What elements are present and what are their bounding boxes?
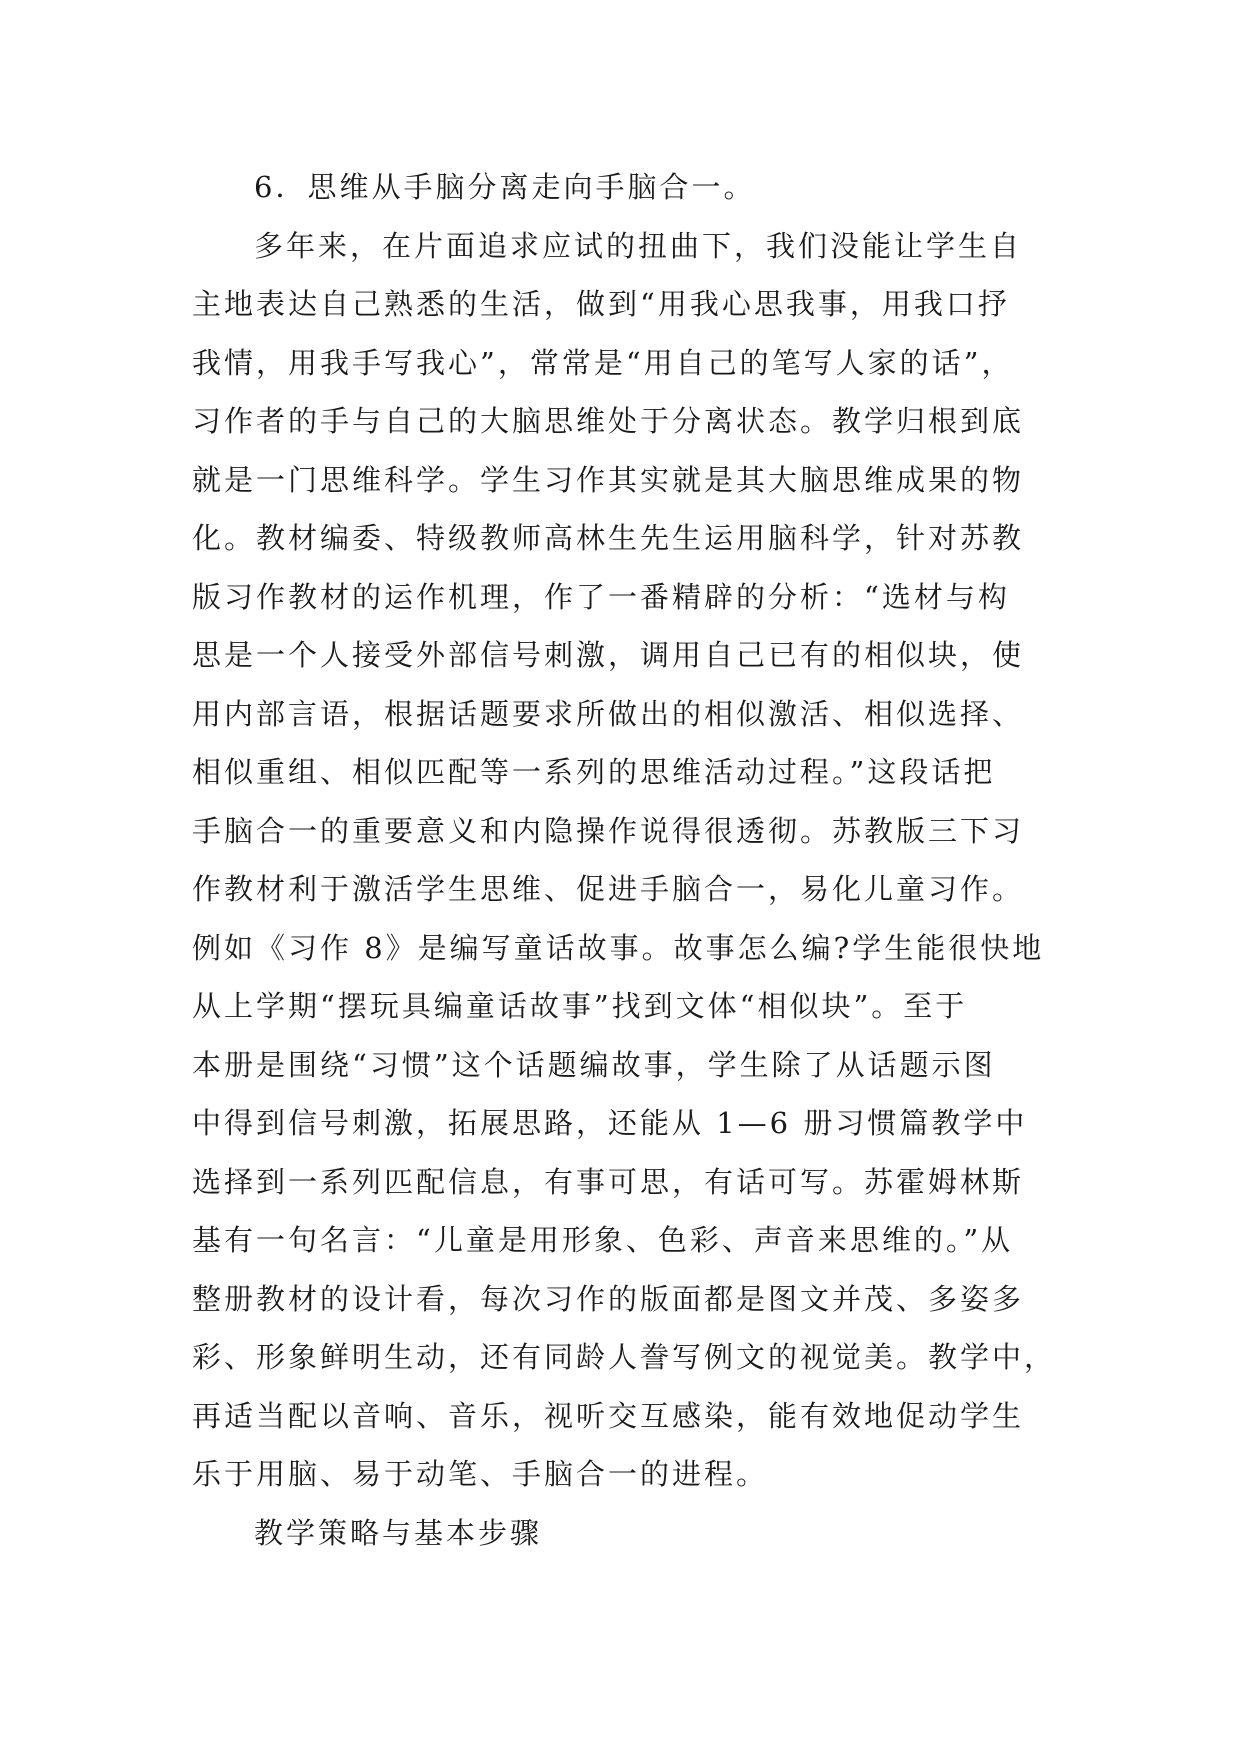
section-title: 教学策略与基本步骤: [254, 1515, 543, 1550]
paragraph-line: 版习作教材的运作机理，作了一番精辟的分析：“选材与构: [192, 579, 1010, 614]
paragraph-line: 选择到一系列匹配信息，有事可思，有话可写。苏霍姆林斯: [192, 1164, 1025, 1199]
paragraph-line: 用内部言语，根据话题要求所做出的相似激活、相似选择、: [192, 696, 1025, 731]
paragraph-line: 作教材利于激活学生思维、促进手脑合一，易化儿童习作。: [192, 872, 1025, 906]
paragraph-line: 化。教材编委、特级教师高林生先生运用脑科学，针对苏教: [192, 521, 1025, 555]
paragraph-line: 从上学期“摆玩具编童话故事”找到文体“相似块”。至于: [192, 989, 968, 1023]
paragraph-line: 基有一句名言：“儿童是用形象、色彩、声音来思维的。”从: [192, 1223, 1014, 1257]
paragraph-line: 主地表达自己熟悉的生活，做到“用我心思我事，用我口抒: [192, 287, 1010, 321]
paragraph-line: 就是一门思维科学。学生习作其实就是其大脑思维成果的物: [192, 462, 1025, 497]
section-heading: 6．思维从手脑分离走向手脑合一。: [254, 170, 756, 204]
paragraph: [192, 217, 1057, 1504]
paragraph-line: 乐于用脑、易于动笔、手脑合一的进程。: [192, 1457, 769, 1491]
paragraph-line: 我情，用我手写我心”，常常是“用自己的笔写人家的话”，: [192, 345, 1014, 380]
paragraph-line: 整册教材的设计看，每次习作的版面都是图文并茂、多姿多: [192, 1281, 1025, 1316]
paragraph-line: 中得到信号刺激，拓展思路，还能从 1—6 册习惯篇教学中: [192, 1106, 1028, 1140]
document-body: [192, 158, 1057, 1562]
paragraph-line: 多年来，在片面追求应试的扭曲下，我们没能让学生自: [254, 228, 1023, 263]
paragraph-line: 彩、形象鲜明生动，还有同龄人誊写例文的视觉美。教学中，: [192, 1340, 1057, 1374]
paragraph-line: 再适当配以音响、音乐，视听交互感染，能有效地促动学生: [192, 1398, 1025, 1433]
paragraph-line: 本册是围绕“习惯”这个话题编故事，学生除了从话题示图: [192, 1047, 996, 1082]
paragraph-line: 手脑合一的重要意义和内隐操作说得很透彻。苏教版三下习: [192, 813, 1025, 848]
paragraph-line: 相似重组、相似匹配等一系列的思维活动过程。”这段话把: [192, 755, 996, 789]
paragraph-line: 例如《习作 8》是编写童话故事。故事怎么编?学生能很快地: [192, 930, 1045, 965]
paragraph-line: 习作者的手与自己的大脑思维处于分离状态。教学归根到底: [192, 404, 1025, 438]
paragraph-line: 思是一个人接受外部信号刺激，调用自己已有的相似块，使: [192, 638, 1025, 672]
